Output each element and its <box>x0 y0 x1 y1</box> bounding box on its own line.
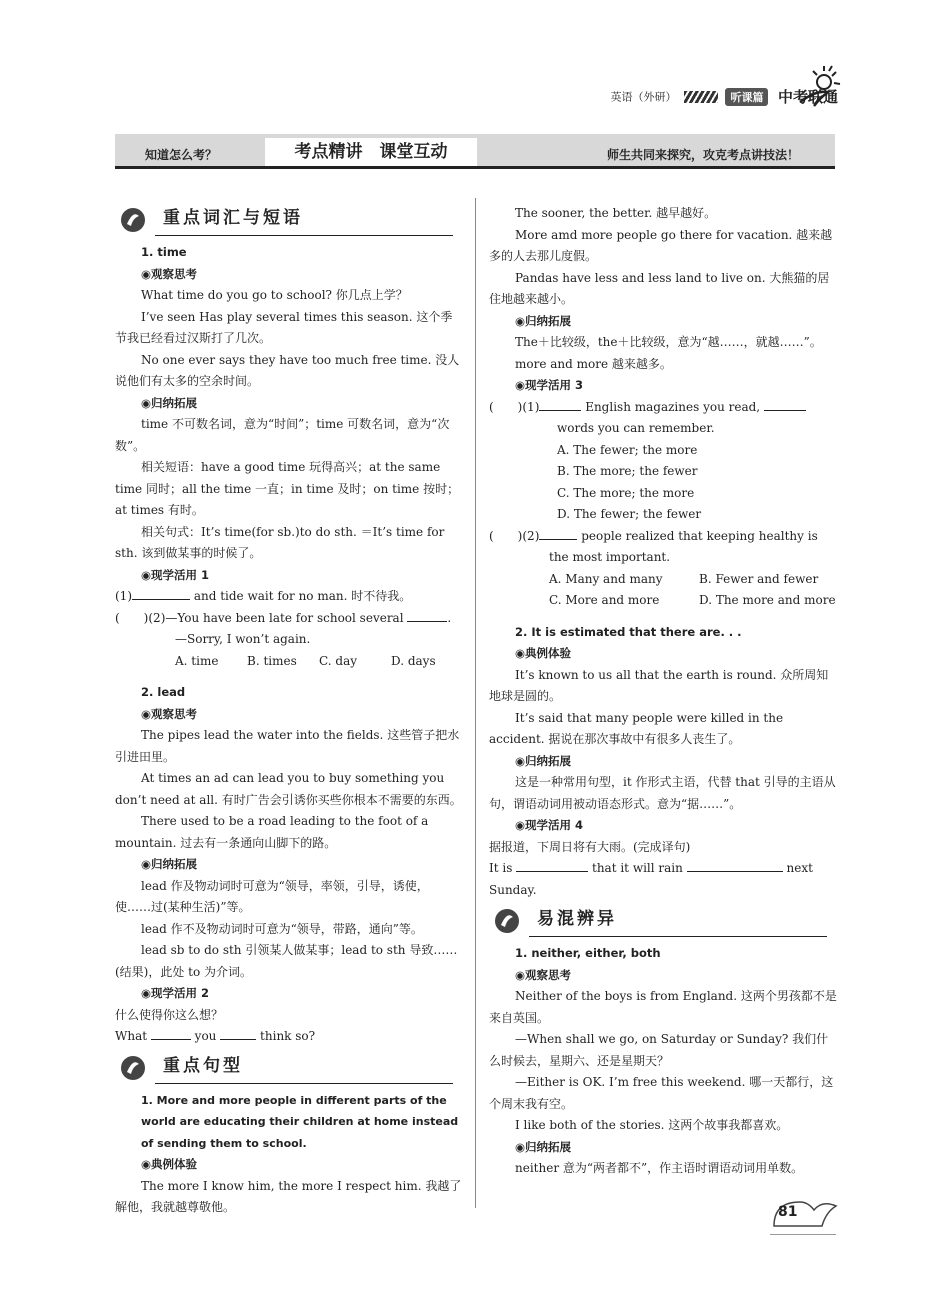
example-text: —When shall we go, on Saturday or Sunday? 我们什么时候去，星期六、还是星期天？ <box>489 1032 829 1068</box>
band-left-text: 知道怎么考？ <box>145 148 218 162</box>
note-text: more and more 越来越多。 <box>515 356 672 371</box>
example-text: At times an ad can lead you to buy something you don’t need at all. 有时广告会引诱你买些你根本不需要的东西。 <box>115 771 462 807</box>
answer-blank[interactable] <box>220 1039 256 1040</box>
note-text: time 不可数名词，意为“时间”；time 可数名词，意为“次数”。 <box>115 417 450 453</box>
answer-blank[interactable] <box>516 871 588 872</box>
exercise-number: (2) <box>522 528 540 543</box>
section-swirl-icon <box>119 1054 147 1082</box>
example-text: It’s said that many people were killed in the accident. 据说在那次事故中有很多人丧生了。 <box>489 710 784 746</box>
exercise-text: words you can remember. <box>557 421 715 435</box>
exercise-number: (1) <box>522 399 540 414</box>
option[interactable]: B. The more; the fewer <box>557 464 698 478</box>
exercise-text: next Sunday. <box>489 861 813 897</box>
example-text: The sooner, the better. 越早越好。 <box>515 206 717 220</box>
option[interactable]: A. Many and many <box>549 571 663 586</box>
note-text: lead 作不及物动词时可意为“领导，带路，通向”等。 <box>141 921 423 936</box>
subheading-observe: ◉观察思考 <box>515 967 572 982</box>
exercise-line <box>115 1026 463 1048</box>
exercise-text: 什么使得你这么想？ <box>115 1007 224 1022</box>
exercise-text: —Sorry, I won’t again. <box>175 632 311 646</box>
option[interactable]: A. The fewer; the more <box>557 442 698 457</box>
section-underline <box>155 235 453 236</box>
brand-name: 中考联通 <box>777 88 838 106</box>
options-row <box>489 569 837 591</box>
item-heading: 2. It is estimated that there are. . . <box>515 624 742 639</box>
subheading-summary: ◉归纳拓展 <box>141 395 198 410</box>
example-text: What time do you go to school? 你几点上学？ <box>141 288 408 302</box>
right-column <box>489 203 837 1180</box>
exercise-line <box>115 586 463 608</box>
item-heading: 1. More and more people in different parts of the world are educating their children at home instead of sending them to school. <box>141 1093 459 1150</box>
answer-blank[interactable] <box>151 1039 191 1040</box>
option[interactable]: C. day <box>319 653 357 668</box>
options-row <box>489 590 837 612</box>
option[interactable]: B. Fewer and fewer <box>699 571 819 586</box>
subheading-summary: ◉归纳拓展 <box>515 313 572 328</box>
example-text: —Either is OK. I’m free this weekend. 哪一天都行，这个周末我有空。 <box>489 1075 834 1111</box>
section-heading-distinguish <box>489 903 837 939</box>
subheading-practice: ◉现学活用 2 <box>141 986 210 1000</box>
exercise-text: . <box>447 610 452 625</box>
options-row <box>115 651 463 673</box>
exercise-text: English magazines you read, <box>581 399 764 414</box>
answer-blank[interactable] <box>764 410 806 411</box>
note-text: neither 意为“两者都不”，作主语时谓语动词用单数。 <box>515 1161 804 1175</box>
section-tab: 听课篇 <box>725 88 768 106</box>
exercise-line <box>489 858 837 901</box>
subheading-summary: ◉归纳拓展 <box>515 1139 572 1154</box>
example-text: The pipes lead the water into the fields. 这些管子把水引进田里。 <box>115 728 460 764</box>
subheading-practice: ◉现学活用 3 <box>515 378 584 392</box>
exercise-text: It is <box>489 861 517 875</box>
left-column <box>115 200 463 1219</box>
example-text: There used to be a road leading to the foot of a mountain. 过去有一条通向山脚下的路。 <box>115 814 429 850</box>
note-text: lead sb to do sth 引领某人做某事；lead to sth 导致……(结果)，此处 to 为介词。 <box>115 943 458 979</box>
subject-label: 英语（外研） <box>610 90 677 104</box>
subheading-summary: ◉归纳拓展 <box>141 857 198 871</box>
exercise-line <box>489 397 837 419</box>
band-right-text: 师生共同来探究，攻克考点讲技法！ <box>606 148 799 162</box>
option[interactable]: C. More and more <box>549 593 660 607</box>
section-underline <box>155 1083 453 1084</box>
example-text: No one ever says they have too much free time. 没人说他们有太多的空余时间。 <box>115 352 460 388</box>
item-heading: 1. time <box>141 245 187 259</box>
subheading-observe: ◉观察思考 <box>141 706 198 721</box>
section-title: 重点句型 <box>163 1055 243 1076</box>
exercise-text: (2)—You have been late for school several <box>148 610 408 625</box>
example-text: Neither of the boys is from England. 这两个男孩都不是来自英国。 <box>489 989 837 1025</box>
exercise-text: that it will rain <box>588 861 687 875</box>
answer-paren[interactable]: ( ) <box>489 399 523 414</box>
footer-rule <box>770 1234 836 1235</box>
subheading-summary: ◉归纳拓展 <box>515 753 572 768</box>
example-text: I like both of the stories. 这两个故事我都喜欢。 <box>515 1118 789 1132</box>
answer-blank[interactable] <box>407 621 447 622</box>
item-heading: 1. neither, either, both <box>515 946 661 960</box>
answer-blank[interactable] <box>539 410 581 411</box>
example-text: I’ve seen Has play several times this season. 这个季节我已经看过汉斯打了几次。 <box>115 309 453 345</box>
stripe-decoration <box>684 91 718 103</box>
exercise-text: think so? <box>256 1029 316 1043</box>
option[interactable]: D. The fewer; the fewer <box>557 507 702 521</box>
note-text: 相关句式：It’s time(for sb.)to do sth. ＝It’s time for sth. 该到做某事的时候了。 <box>115 524 445 560</box>
exercise-text: What <box>115 1029 151 1043</box>
answer-paren[interactable]: ( ) <box>115 610 149 625</box>
exercise-line <box>489 526 837 569</box>
page-number: 81 <box>778 1204 798 1220</box>
option[interactable]: C. The more; the more <box>557 485 695 500</box>
example-text: The more I know him, the more I respect him. 我越了解他，我就越尊敬他。 <box>115 1178 462 1214</box>
exercise-text: people realized that keeping healthy is the most important. <box>549 528 818 564</box>
answer-paren[interactable]: ( ) <box>489 528 523 543</box>
note-text: The＋比较级，the＋比较级，意为“越……，就越……”。 <box>515 335 822 349</box>
note-text: lead 作及物动词时可意为“领导，率领，引导，诱使，使……过(某种生活)”等。 <box>115 878 429 914</box>
exercise-number: (1) <box>115 589 132 603</box>
subheading-example: ◉典例体验 <box>515 646 572 660</box>
subheading-observe: ◉观察思考 <box>141 266 198 281</box>
exercise-text: you <box>190 1029 221 1043</box>
section-heading-vocabulary <box>115 202 463 238</box>
section-swirl-icon <box>493 907 521 935</box>
subheading-practice: ◉现学活用 1 <box>141 567 210 582</box>
answer-blank[interactable] <box>132 599 190 600</box>
note-text: 相关短语：have a good time 玩得高兴；at the same time 同时；all the time 一直；in time 及时；on time 按时；at times 有时。 <box>115 460 460 517</box>
option[interactable]: B. times <box>247 653 297 668</box>
item-heading: 2. lead <box>141 685 186 699</box>
subheading-example: ◉典例体验 <box>141 1157 198 1171</box>
option[interactable]: D. days <box>391 653 436 668</box>
option[interactable]: A. time <box>175 653 219 668</box>
exercise-line <box>115 608 463 630</box>
example-text: Pandas have less and less land to live on. 大熊猫的居住地越来越小。 <box>489 270 830 306</box>
exercise-text: 据报道，下周日将有大雨。(完成译句) <box>489 839 691 854</box>
band-center-title: 考点精讲 课堂互动 <box>265 138 477 166</box>
example-text: It’s known to us all that the earth is round. 众所周知地球是圆的。 <box>489 667 829 703</box>
section-heading-sentences <box>115 1050 463 1086</box>
section-title: 重点词汇与短语 <box>163 208 303 228</box>
section-swirl-icon <box>119 206 147 234</box>
column-divider <box>475 198 476 1208</box>
example-text: More amd more people go there for vacation. 越来越多的人去那儿度假。 <box>489 227 833 263</box>
exercise-text: and tide wait for no man. 时不待我。 <box>190 589 412 603</box>
section-title: 易混辨异 <box>537 909 617 929</box>
title-band <box>115 134 835 169</box>
answer-blank[interactable] <box>539 539 577 540</box>
section-underline <box>529 936 827 937</box>
subheading-practice: ◉现学活用 4 <box>515 818 584 832</box>
option[interactable]: D. The more and more <box>699 593 836 607</box>
note-text: 这是一种常用句型，it 作形式主语，代替 that 引导的主语从句，谓语动词用被动语态形式。意为“据……”。 <box>489 775 836 811</box>
answer-blank[interactable] <box>687 871 783 872</box>
page-header <box>610 86 838 107</box>
